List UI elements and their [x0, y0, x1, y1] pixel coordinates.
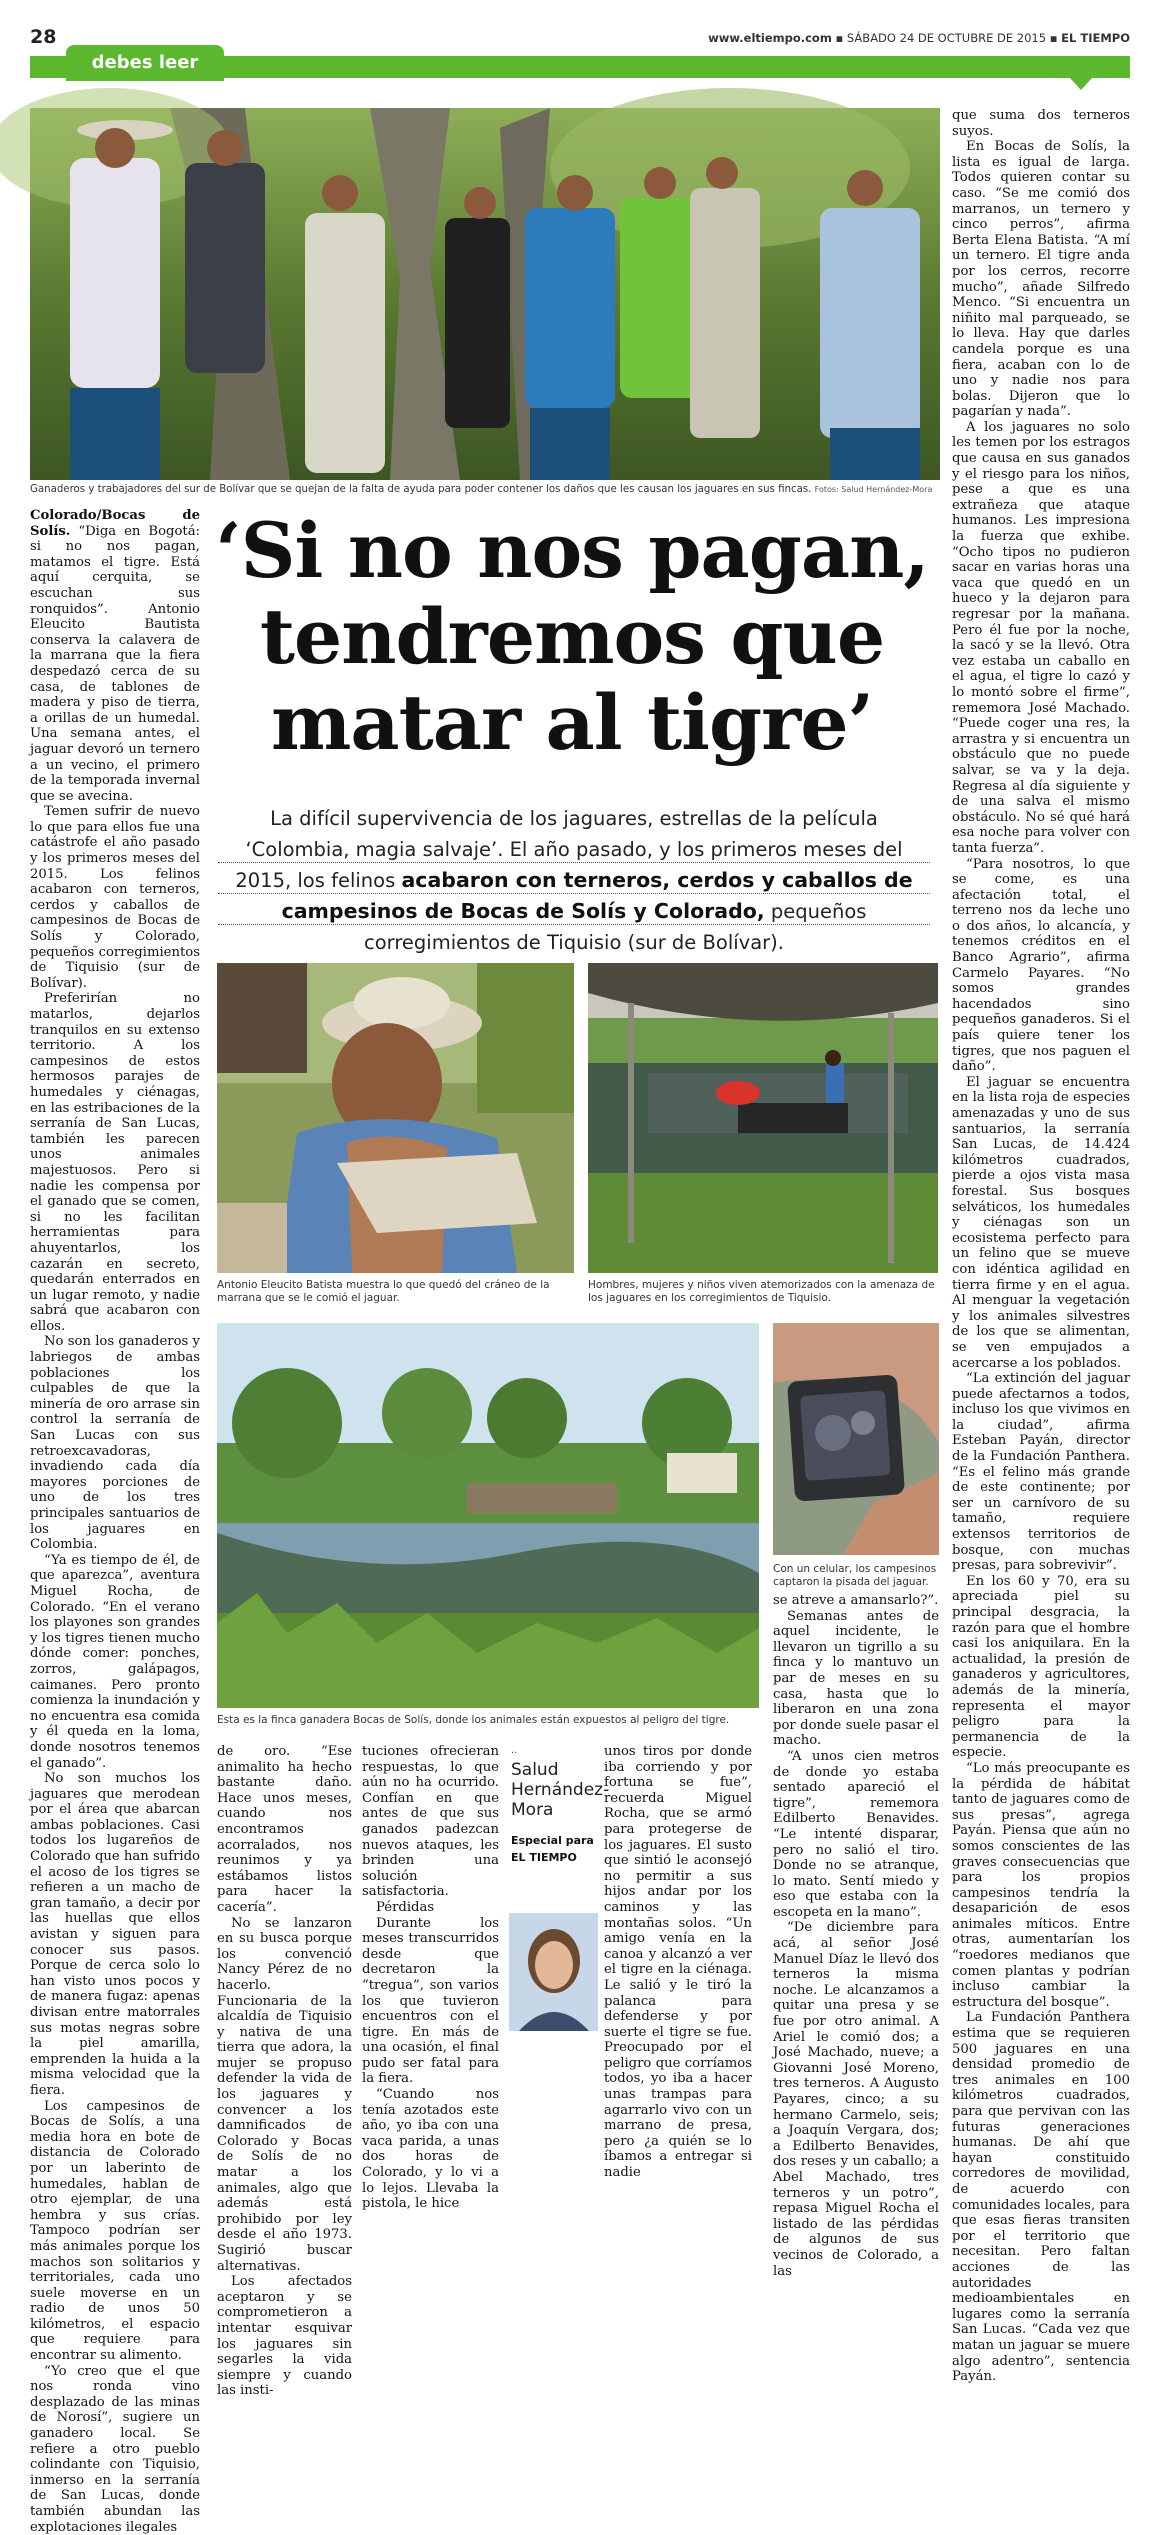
site-url[interactable]: www.eltiempo.com	[708, 31, 832, 45]
header-meta: www.eltiempo.com ▪ SÁBADO 24 DE OCTUBRE DE 2015 ▪ EL TIEMPO	[708, 31, 1130, 45]
photo-boat	[588, 963, 938, 1273]
headline-line-1: ‘Si no nos pagan,	[215, 506, 929, 595]
headline	[212, 508, 932, 766]
issue-date: SÁBADO 24 DE OCTUBRE DE 2015	[846, 31, 1047, 45]
phone-caption: Con un celular, los campesinos captaron la pisada del jaguar.	[773, 1563, 937, 1588]
avatar	[509, 1913, 598, 2031]
headline-line-3: matar al tigre’	[270, 678, 874, 767]
section-label: debes leer	[91, 52, 199, 73]
body-column-1: Colorado/Bocas de Solís. “Diga en Bogotá: si no nos pagan, matamos el tigre. Está aquí cerquita, se escuchan sus ronquidos”. Antonio Eleucito Bautista conserva la calavera de la marrana que la fiera despedazó cerca de su casa, de tablones de madera y piso de tierra, a orillas de un humedal. Una semana antes, el jaguar devoró un ternero a un vecino, el primero de la temporada invernal que se avecina. Temen sufrir de nuevo lo que para ellos fue una catástrofe el año pasado y los primeros meses del 2015. Los felinos acabaron con terneros, cerdos y caballos de campesinos de Bocas de Solís y Colorado, pequeños corregimientos de Tiquisio (sur de Bolívar). Preferirían no matarlos, dejarlos tranquilos en su extenso territorio. A los campesinos de estos hermosos parajes de humedales y ciénagas, en las estribaciones de la serranía de San Lucas, también les parecen unos animales majestuosos. Pero si nadie les compensa por el ganado que se comen, si no les facilitan herramientas para ahuyentarlos, los cazarán en secreto, quedarán enterrados en un lugar remoto, y nadie sabrá que acabaron con ellos. No son los ganaderos y labriegos de ambas poblaciones los culpables de que la minería de oro arrase sin control la serranía de San Lucas con sus retroexcavadoras, invadiendo cada día mayores porciones de uno de los tres principales santuarios de los jaguares en Colombia. “Ya es tiempo de él, de que aparezca”, aventura Miguel Rocha, de Colorado. “En el verano los playones son grandes y los tigres tienen mucho dónde comer: ponches, zorros, galápagos, caimanes. Pero pronto comienza la inundación y no encuentra esa comida y él queda en la loma, donde nosotros tenemos el ganado”. No son muchos los jaguares que merodean por el área que abarcan ambas poblaciones. Casi todos los lugareños de Colorado que han sufrido el acoso de los tigres se refieren a un macho de gran tamaño, a decir por las huellas que ellos avistan y siguen para conocer sus pasos. Porque de cerca solo lo han visto unos pocos y de manera fugaz: apenas divisan entre matorrales sus motas negras sobre la piel amarilla, emprenden la huida a la misma velocidad que la fiera. Los campesinos de Bocas de Solís, a una media hora en bote de distancia de Colorado por un laberinto de humedales, hablan de otro ejemplar, de una hembra y sus crías. Tampoco podrían ser más animales porque los machos son solitarios y territoriales, cada uno suele moverse en un radio de unos 50 kilómetros, el espacio que requiere para encontrar su alimento. “Yo creo que el que nos ronda vino desplazado de las minas de Norosí”, sugiere un ganadero local. Se refiere a otro pueblo colindante con Tiquisio, inmerso en la serranía de San Lucas, donde también abundan las explotaciones ilegales	[30, 508, 200, 2535]
boat-caption: Hombres, mujeres y niños viven atemorizados con la amenaza de los jaguares en los corregimientos de Tiquisio.	[588, 1279, 935, 1304]
lead-highlight: acabaron con terneros, cerdos y caballos de campesinos de Bocas de Solís y Colorado,	[281, 868, 913, 923]
lead-divider	[218, 862, 930, 863]
byline-dots: ..	[511, 1745, 518, 1756]
photo-credit: Fotos: Salud Hernández-Mora	[814, 485, 933, 494]
subheading: Pérdidas	[376, 1899, 435, 1915]
body-column-5: se atreve a amansarlo?”. Semanas antes de aquel incidente, le llevaron un tigrillo a su finca y lo mantuvo un par de meses en su casa, hasta que lo liberaron en una zona por donde suele pasar el macho. “A unos cien metros de donde yo estaba sentado apareció el tigre”, rememora Edilberto Benavides. “Le intenté disparar, pero no salió el tiro. Donde no se atranque, lo mato. Sentí miedo y eso que estaba con la escopeta en la mano”. “De diciembre para acá, al señor José Manuel Díaz le llevó dos terneros la misma noche. Le alcanzamos a quitar una presa y se fue por otro animal. A Ariel le comió dos; a José Machado, nueve; a Giovanni José Moreno, tres terneros. A Augusto Payares, cinco; a su hermano Carmelo, seis; a Joaquín Vergara, dos; a Edilberto Benavides, dos reses y un caballo; a Abel Machado, tres terneros y un potro”, repasa Miguel Rocha el listado de las pérdidas de algunos de sus vecinos de Colorado, a las	[773, 1593, 939, 2279]
byline	[511, 1745, 610, 1864]
photo-farm	[217, 1323, 759, 1708]
body-column-4: unos tiros por donde iba corriendo y por fortuna se fue”, recuerda Miguel Rocha, que se armó para protegerse de los jaguares. El susto que sintió le aconsejó no permitir a sus hijos andar por los caminos y las montañas solos. “Un amigo venía en la canoa y alcanzó a ver el tigre en la ciénaga. Le salió y le tiró la palanca para defenderse y por suerte el tigre se fue. Preocupado por el peligro que corríamos todos, yo iba a hacer unas trampas para agarrarlo vivo con un marrano de presa, pero ¿a quién se lo íbamos a entregar si nadie	[604, 1744, 752, 2181]
farm-caption: Esta es la finca ganadera Bocas de Solís, donde los animales están expuestos al peligro del tigre.	[217, 1714, 730, 1726]
lead-divider	[218, 924, 930, 925]
page-number: 28	[30, 26, 57, 48]
body-column-3: tuciones ofrecieran respuestas, lo que aún no ha ocurrido. Confían en que antes de que sus ganados padezcan nuevos ataques, les brinden una solución satisfactoria. Pérdidas Durante los meses transcurridos desde que decretaron la “tregua”, son varios los que tuvieron encuentros con el tigre. En más de una ocasión, el final pudo ser fatal para la fiera. “Cuando nos tenía azotados este año, yo iba con una vaca parida, a unas dos horas de Colorado, y lo vi a lo lejos. Llevaba la pistola, le hice	[362, 1744, 499, 2212]
section-marker-icon	[1070, 78, 1092, 90]
top-photo-caption: Ganaderos y trabajadores del sur de Bolívar que se quejan de la falta de ayuda para poder contener los daños que les causan los jaguares en sus fincas. Fotos: Salud Hernández-Mora	[30, 484, 933, 495]
skull-caption: Antonio Eleucito Batista muestra lo que quedó del cráneo de la marrana que se le comió el jaguar.	[217, 1279, 550, 1304]
dateline: Colorado/Bocas de Solís.	[30, 508, 200, 539]
author-name: Salud Hernández-Mora	[511, 1760, 610, 1820]
lead-divider	[218, 893, 930, 894]
author-paper: EL TIEMPO	[511, 1851, 577, 1864]
body-column-2: de oro. “Ese animalito ha hecho bastante daño. Hace unos meses, cuando nos encontramos acorralados, nos reunimos y ya estábamos listos para hacer la cacería”. No se lanzaron en su busca porque los convenció Nancy Pérez de no hacerlo. Funcionaria de la alcaldía de Tiquisio y nativa de una tierra que adora, la mujer se propuso defender la vida de los jaguares y convencer a los damnificados de Colorado y Bocas de Solís de no matar a los animales, algo que además está prohibido por ley desde el año 1973. Sugirió buscar alternativas. Los afectados aceptaron y se comprometieron a intentar esquivar los jaguares sin segarles la vida siempre y cuando las insti-	[217, 1744, 352, 2399]
body-column-6: que suma dos terneros suyos. En Bocas de Solís, la lista es igual de larga. Todos quieren contar su caso. “Se me comió dos marranos, un ternero y cinco perros”, afirma Berta Elena Batista. “A mí un ternero. El tigre anda por los cerros, recorre mucho”, añade Silfredo Menco. “Si encuentra un niñito mal parqueado, se lo lleva. Hay que darles candela porque es una fiera, acaban con lo de uno y nadie nos para bolas. Dijeron que lo pagarían y nada”. A los jaguares no solo les temen por los estragos que causa en sus ganados y el riesgo para los niños, pese a que es una extrañeza que ataque humanos. Les impresiona la fuerza que exhibe. “Ocho tipos no pudieron sacar en varias horas una vaca que quedó en un hueco y la dejaron para regresar por la mañana. Pero él fue por la noche, la sacó y se la llevó. Otra vez estaba un caballo en el agua, el tigre lo cazó y lo montó sobre el firme”, rememora José Machado. “Puede coger una res, la arrastra y si encuentra un obstáculo que no puede salvar, se va y la deja. Regresa al día siguiente y de una salva el mismo obstáculo. No sé qué hará esa noche para volver con tanta fuerza”. “Para nosotros, lo que se come, es una afectación total, el terreno nos da leche uno o dos años, lo alcancía, y tenemos créditos en el Banco Agrario”, afirma Carmelo Payares. “No somos grandes hacendados sino pequeños ganaderos. Si el país quiere tener los tigres, que nos paguen el daño”. El jaguar se encuentra en la lista roja de especies amenazadas y uno de sus santuarios, la serranía San Lucas, de 14.424 kilómetros cuadrados, pierde a ojos vista masa forestal. Sus bosques selváticos, los humedales y ciénagas son un ecosistema perfecto para un felino que se mueve con idéntica agilidad en tierra firme y en el agua. Al menguar la vegetación y los animales silvestres de los que se alimentan, se ven empujados a acercarse a los poblados. “La extinción del jaguar puede afectarnos a todos, incluso los que vivimos en la ciudad”, afirma Esteban Payán, director de la Fundación Panthera. “Es el felino más grande de este continente; por ser un carnívoro de su tamaño, requiere extensos territorios de bosque, con muchas presas, para sobrevivir”. En los 60 y 70, era su apreciada piel su principal desgracia, la razón para que el hombre casi los aniquilara. En la actualidad, la presión de ganaderos y agricultores, además de la minería, representa el mayor peligro para la permanencia de la especie. “Lo más preocupante es la pérdida de hábitat tanto de jaguares como de sus presas”, agrega Payán. Piensa que aún no somos conscientes de las graves consecuencias que para los propios campesinos tendría la desaparición de esos animales míticos. Entre otras, aumentarían los “roedores medianos que comen plantas y podrían incluso cambiar la estructura del bosque”. La Fundación Panthera estima que se requieren 500 jaguares en una densidad promedio de tres animales en 100 kilómetros cuadrados, para que pervivan con las futuras generaciones humanas. De ahí que hayan constituido corredores de movilidad, de acuerdo con comunidades locales, para que esas fieras transiten por el territorio que necesitan. Pero faltan acciones de las autoridades medioambientales en lugares como la serranía San Lucas. “Cada vez que matan un jaguar se muere algo adentro”, sentencia Payán.	[952, 108, 1130, 2385]
top-photo-farmers	[30, 108, 940, 480]
lead-paragraph: La difícil supervivencia de los jaguares, estrellas de la película ‘Colombia, magia salvaje’. El año pasado, y los primeros meses del 2015, los felinos acabaron con terneros, cerdos y caballos de campesinos de Bocas de Solís y Colorado, pequeños corregimientos de Tiquisio (sur de Bolívar).	[235, 807, 913, 954]
author-role: Especial para	[511, 1834, 594, 1847]
section-tab	[66, 45, 224, 81]
brand-name: EL TIEMPO	[1061, 31, 1130, 45]
photo-skull	[217, 963, 574, 1273]
headline-line-2: tendremos que	[259, 592, 885, 681]
photo-phone	[773, 1323, 939, 1555]
